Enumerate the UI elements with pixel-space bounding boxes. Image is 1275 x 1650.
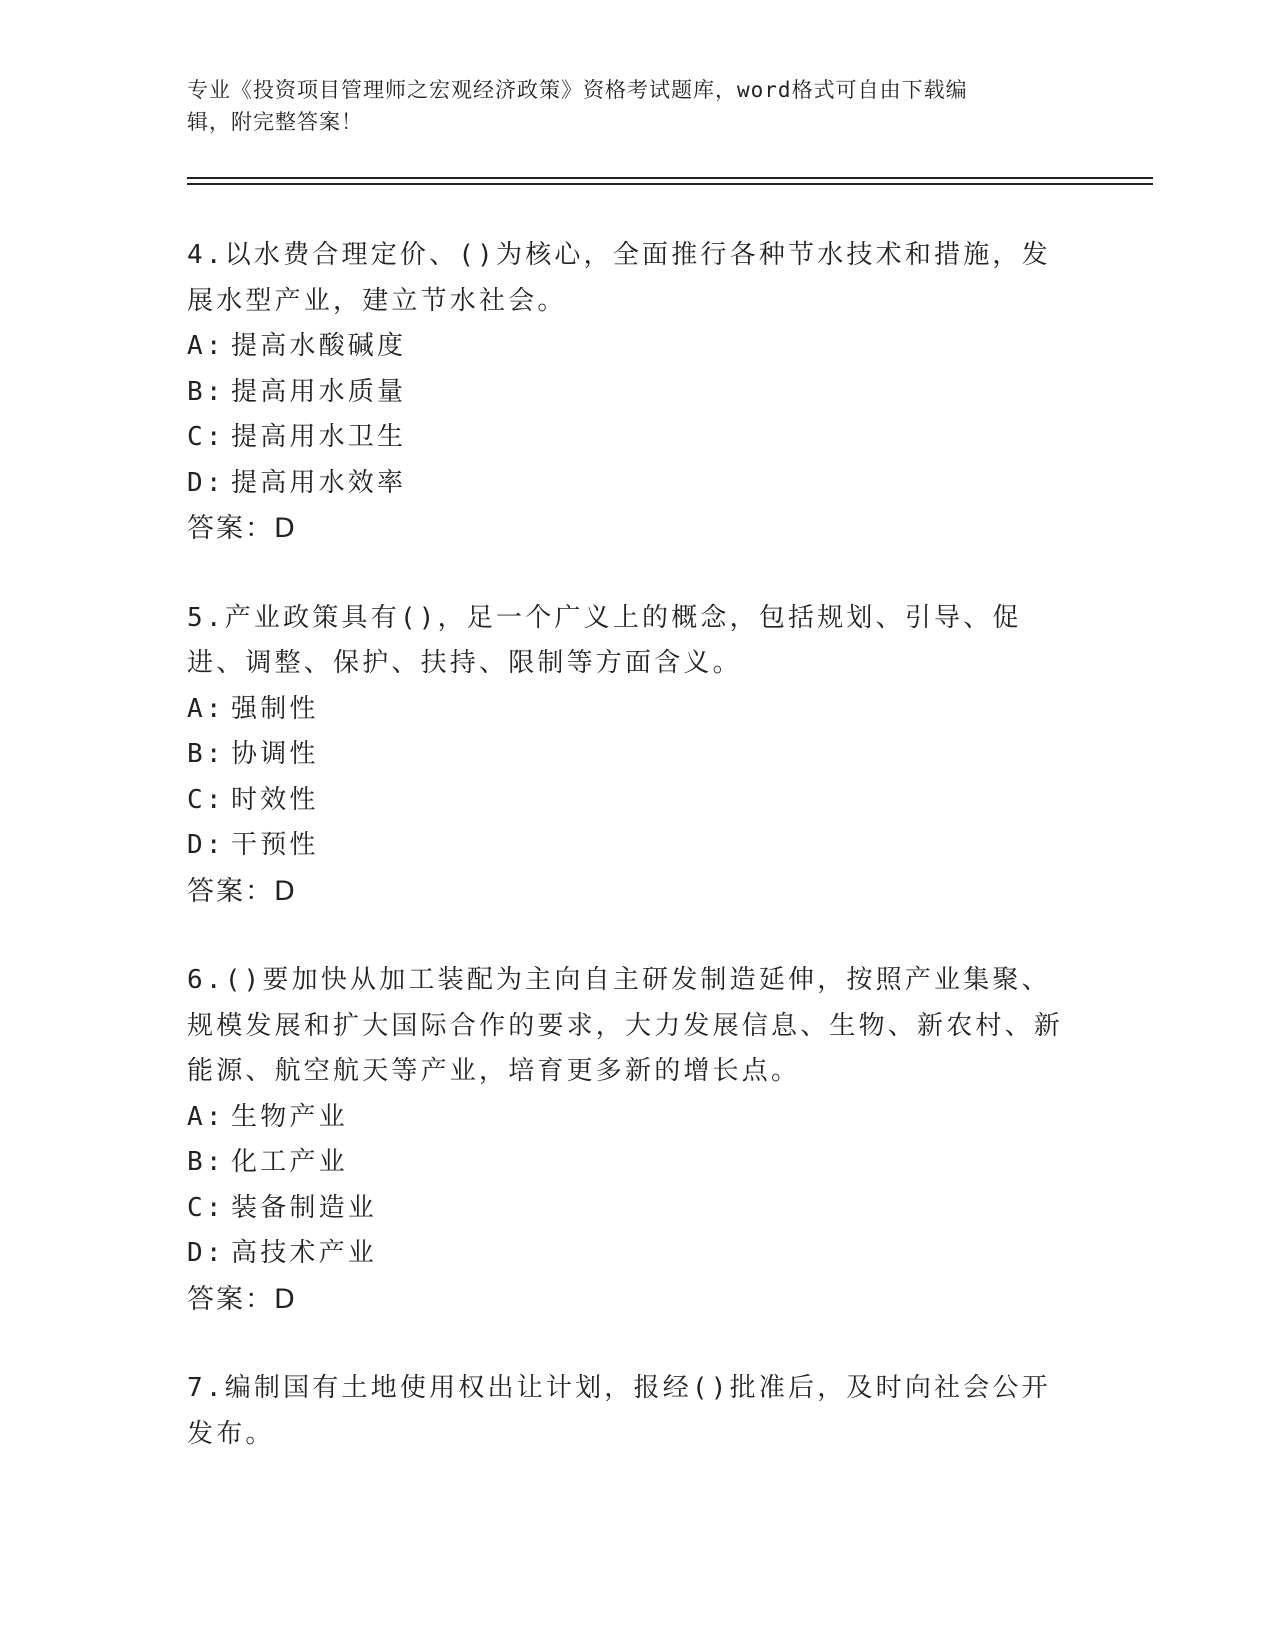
question-stem: 5.产业政策具有()，足一个广义上的概念，包括规划、引导、促进、调整、保护、扶持、限制等方面含义。 [187, 602, 1022, 678]
option-a [187, 687, 1067, 733]
header-line-2: 辑，附完整答案！ [187, 110, 363, 134]
answer-label: 答案： [187, 875, 274, 907]
option-text: 装备制造业 [231, 1192, 378, 1223]
option-a [187, 1095, 1067, 1141]
option-letter: C: [187, 1192, 225, 1223]
answer-label: 答案： [187, 1283, 274, 1315]
question-6 [187, 958, 1067, 1322]
option-letter: D: [187, 467, 225, 498]
option-d [187, 461, 1067, 507]
option-c [187, 778, 1067, 824]
answer-value: D [274, 875, 297, 907]
answer-value: D [274, 513, 297, 544]
option-letter: A: [187, 1101, 225, 1132]
option-text: 协调性 [231, 739, 319, 769]
option-letter: C: [187, 422, 225, 452]
answer-line [187, 869, 1067, 915]
option-letter: D: [187, 1238, 225, 1268]
option-letter: B: [187, 1147, 225, 1177]
question-stem: 7.编制国有土地使用权出让计划，报经()批准后，及时向社会公开发布。 [187, 1373, 1051, 1449]
option-text: 提高水酸碱度 [231, 331, 407, 361]
answer-line [187, 506, 1067, 552]
question-stem: 4.以水费合理定价、()为核心，全面推行各种节水技术和措施，发展水型产业，建立节水社会。 [187, 240, 1051, 316]
header-line-1: 专业《投资项目管理师之宏观经济政策》资格考试题库，word格式可自由下载编 [187, 78, 968, 102]
option-text: 时效性 [231, 784, 319, 815]
option-c [187, 415, 1067, 461]
option-d [187, 1231, 1067, 1277]
option-letter: B: [187, 376, 225, 407]
answer-line [187, 1277, 1067, 1323]
question-7 [187, 1366, 1067, 1457]
document-header [187, 74, 1067, 138]
question-4 [187, 233, 1067, 552]
answer-value: D [274, 1283, 297, 1315]
option-text: 提高用水质量 [231, 376, 407, 407]
option-text: 化工产业 [231, 1147, 348, 1177]
option-d [187, 823, 1067, 869]
answer-label: 答案： [187, 513, 274, 544]
question-list [187, 233, 1067, 1501]
option-letter: D: [187, 830, 225, 860]
option-text: 高技术产业 [231, 1238, 378, 1268]
option-letter: A: [187, 331, 225, 361]
option-text: 干预性 [231, 830, 319, 860]
option-letter: C: [187, 784, 225, 815]
option-letter: B: [187, 739, 225, 769]
header-rule-top [187, 177, 1153, 179]
option-c [187, 1186, 1067, 1232]
question-5 [187, 596, 1067, 915]
question-stem: 6.()要加快从加工装配为主向自主研发制造延伸，按照产业集聚、规模发展和扩大国际合作的要求，大力发展信息、生物、新农村、新能源、航空航天等产业，培育更多新的增长点。 [187, 965, 1064, 1086]
header-rule-bottom [187, 183, 1153, 185]
option-letter: A: [187, 693, 225, 724]
option-text: 提高用水卫生 [231, 422, 407, 452]
option-a [187, 324, 1067, 370]
option-b [187, 1140, 1067, 1186]
option-text: 强制性 [231, 693, 319, 724]
option-text: 提高用水效率 [231, 467, 407, 498]
option-text: 生物产业 [231, 1101, 348, 1132]
option-b [187, 732, 1067, 778]
option-b [187, 370, 1067, 416]
